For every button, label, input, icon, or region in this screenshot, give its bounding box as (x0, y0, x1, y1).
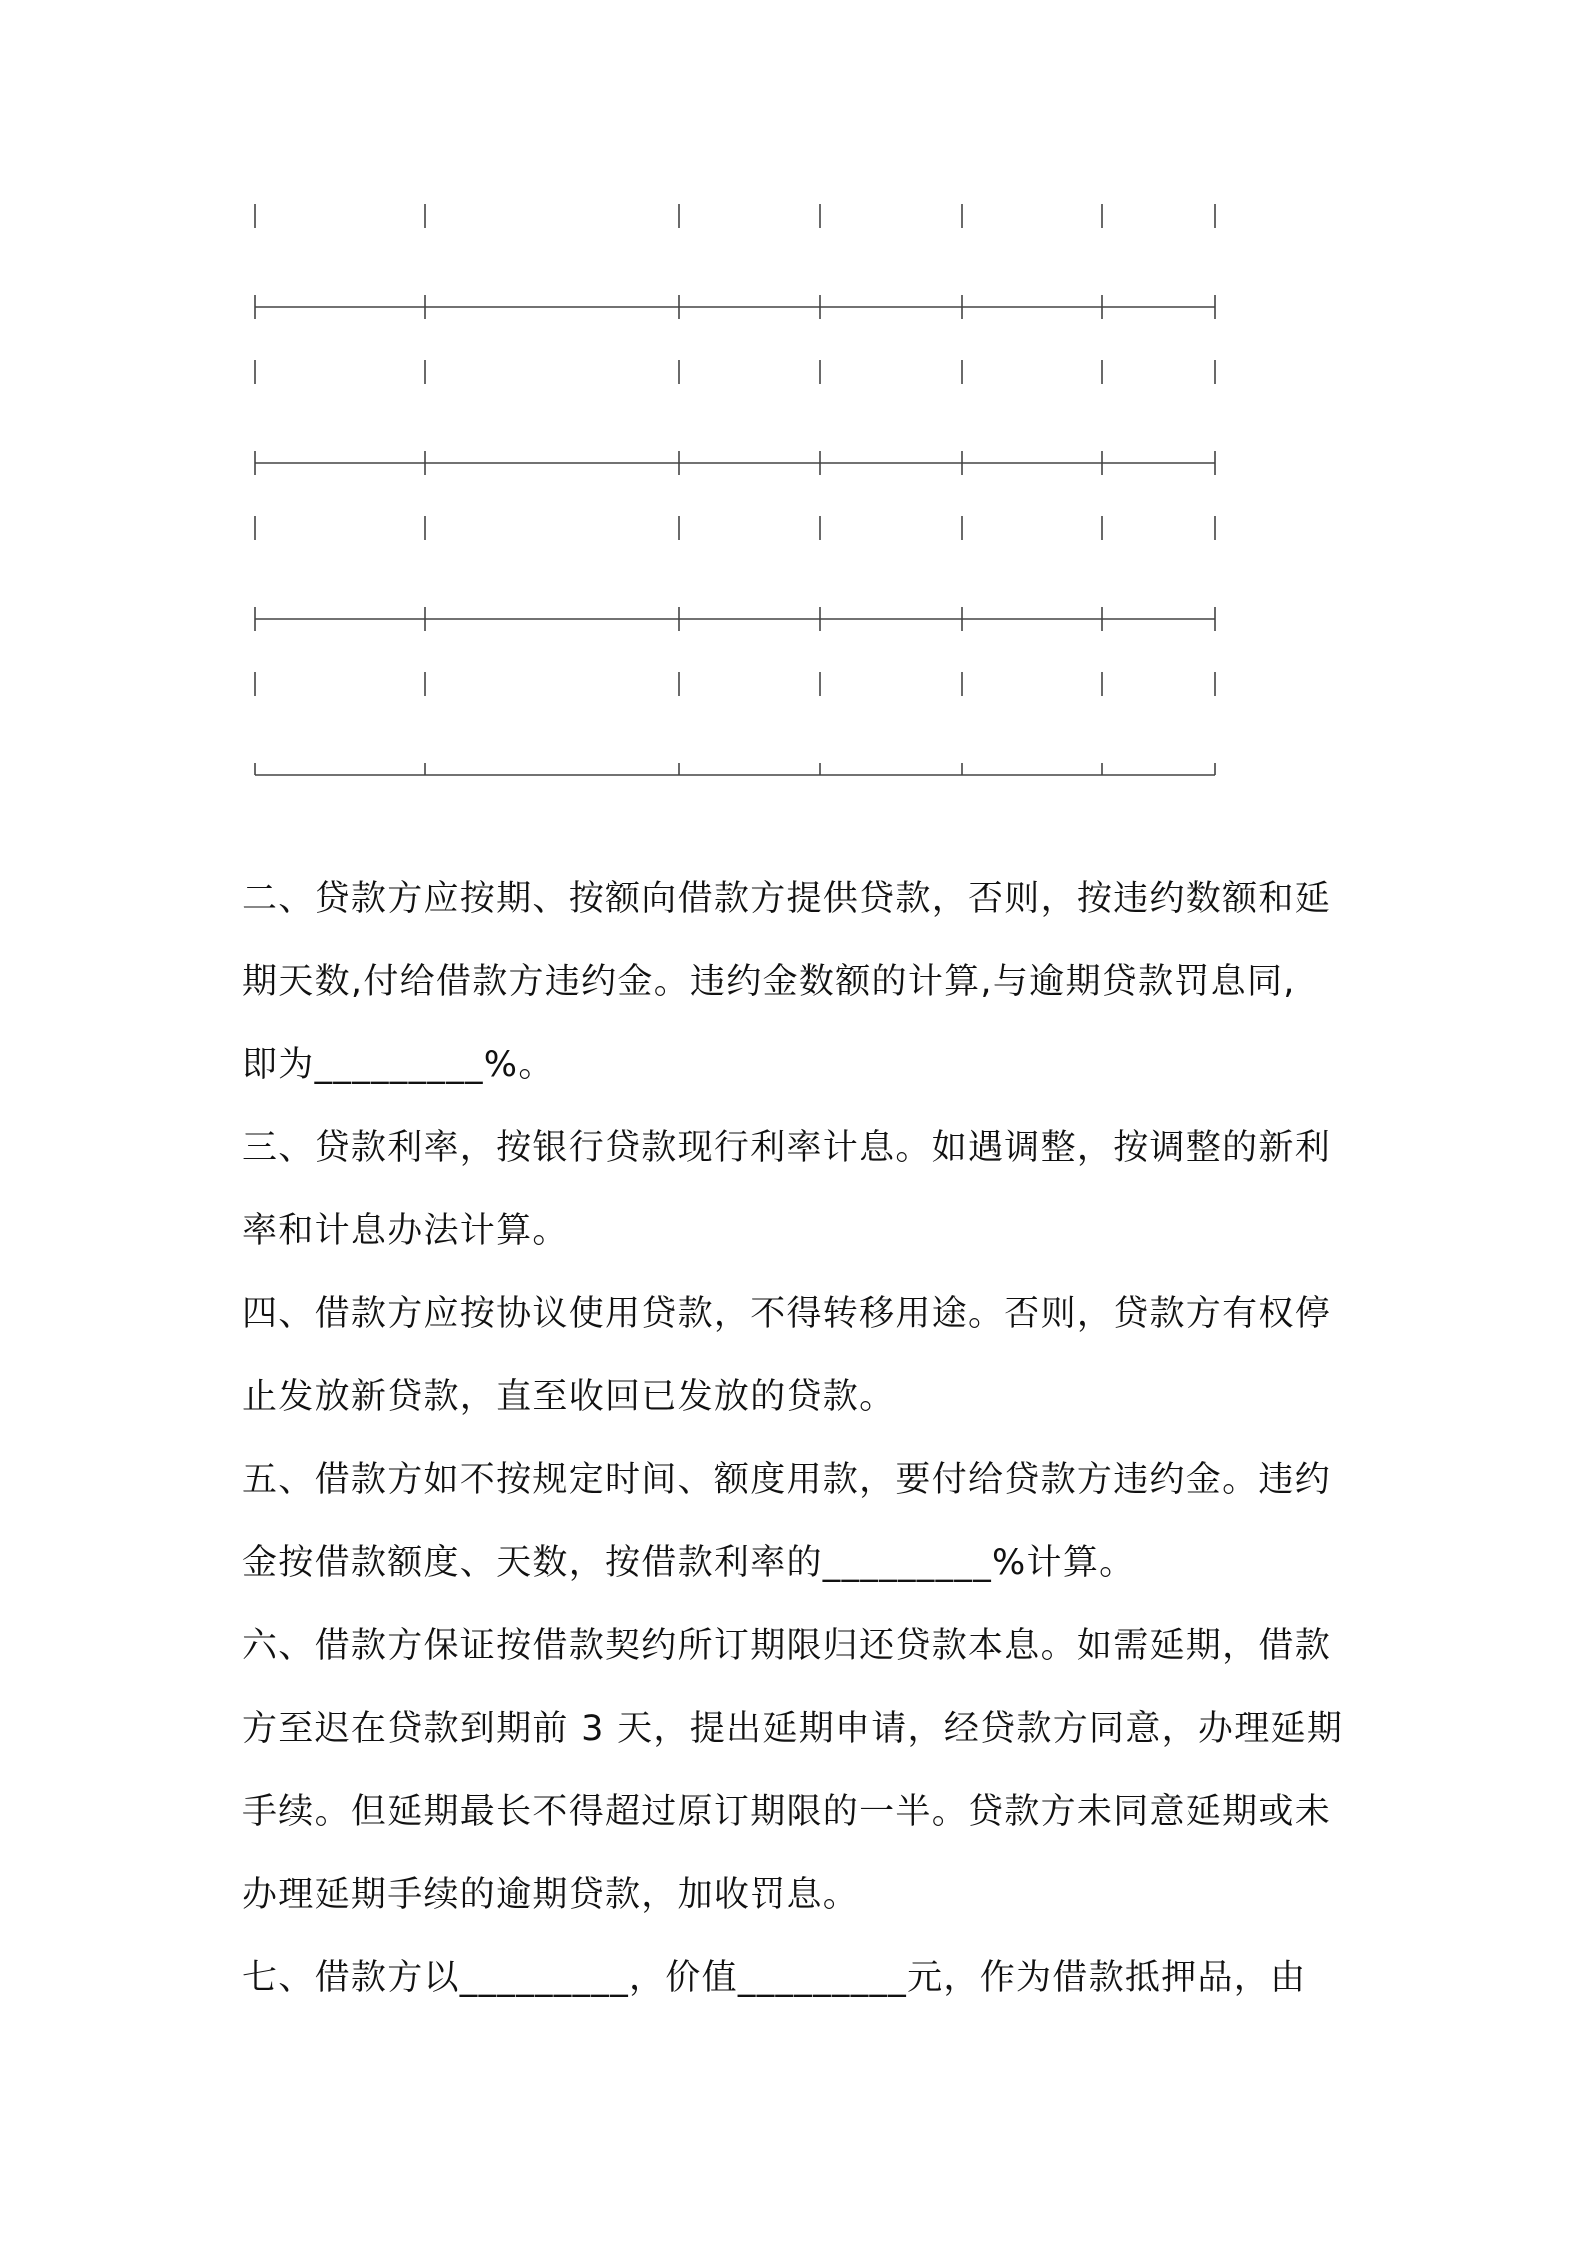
text-line: 方至迟在贷款到期前 3 天，提出延期申请，经贷款方同意，办理延期 (242, 1709, 1344, 1749)
text-line: 二、贷款方应按期、按额向借款方提供贷款，否则，按违约数额和延 (242, 879, 1332, 919)
text-line: 手续。但延期最长不得超过原订期限的一半。贷款方未同意延期或未 (242, 1792, 1332, 1832)
table-lines (255, 204, 1215, 775)
paragraph-5 (242, 1439, 1360, 1605)
document-body (242, 858, 1360, 2020)
paragraph-3 (242, 1107, 1360, 1273)
text-line: 六、借款方保证按借款契约所订期限归还贷款本息。如需延期，借款 (242, 1626, 1332, 1666)
text-line: 止发放新贷款，直至收回已发放的贷款。 (242, 1377, 896, 1417)
text-line: 七、借款方以_________，价值_________元，作为借款抵押品，由 (242, 1958, 1307, 1998)
text-line: 三、贷款利率，按银行贷款现行利率计息。如遇调整，按调整的新利 (242, 1128, 1332, 1168)
text-line: 率和计息办法计算。 (242, 1211, 569, 1251)
text-line: 办理延期手续的逾期贷款，加收罚息。 (242, 1875, 860, 1915)
text-line: 金按借款额度、天数，按借款利率的_________%计算。 (242, 1543, 1136, 1583)
paragraph-6 (242, 1605, 1360, 1937)
text-line: 四、借款方应按协议使用贷款，不得转移用途。否则，贷款方有权停 (242, 1294, 1332, 1334)
text-line: 五、借款方如不按规定时间、额度用款，要付给贷款方违约金。违约 (242, 1460, 1332, 1500)
paragraph-7 (242, 1937, 1360, 2020)
text-line: 即为_________%。 (242, 1045, 555, 1085)
paragraph-2 (242, 858, 1360, 1107)
text-line: 期天数,付给借款方违约金。违约金数额的计算,与逾期贷款罚息同, (242, 962, 1296, 1002)
paragraph-4 (242, 1273, 1360, 1439)
blank-table (0, 0, 1586, 860)
